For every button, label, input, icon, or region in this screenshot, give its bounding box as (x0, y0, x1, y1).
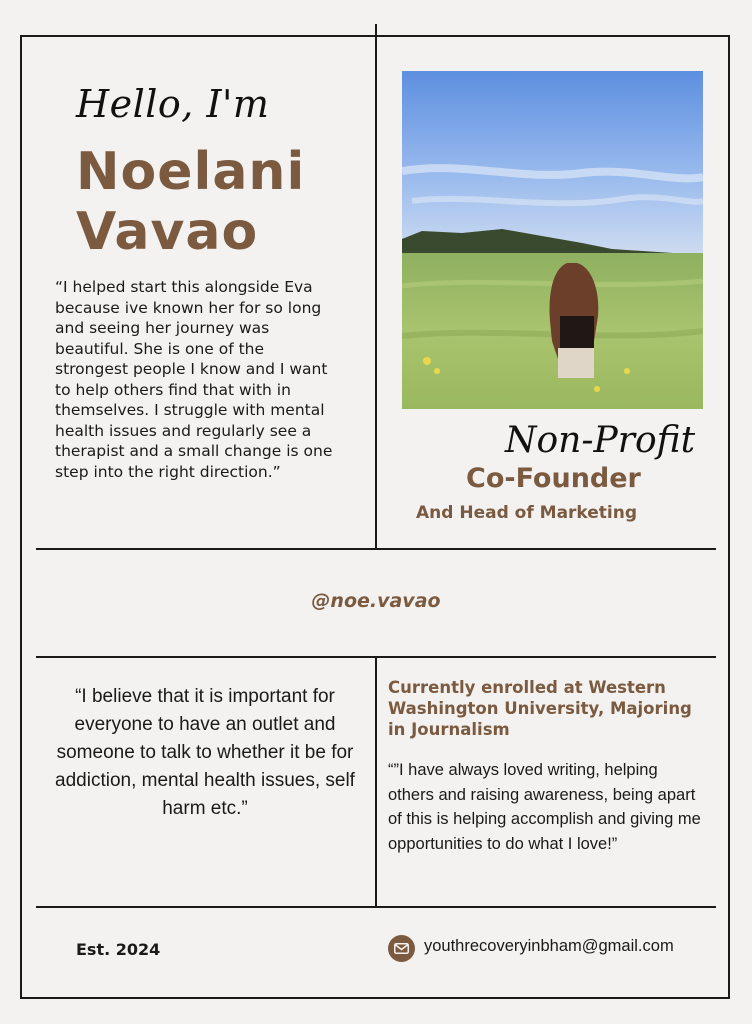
vertical-divider-bottom (375, 656, 377, 907)
education-heading: Currently enrolled at Western Washington University, Majoring in Journalism (388, 678, 692, 739)
outlet-quote: “I believe that it is important for everyone to have an outlet and someone to talk to whether it be for addiction, mental health issues, self harm etc.” (55, 686, 355, 819)
profile-photo (402, 71, 703, 409)
envelope-icon (388, 935, 415, 962)
social-handle[interactable]: @noe.vavao (311, 590, 441, 612)
email-link[interactable]: youthrecoveryinbham@gmail.com (424, 937, 674, 955)
established-year: Est. 2024 (76, 940, 161, 959)
main-quote: “I helped start this alongside Eva because ive known her for so long and seeing her journey was beautiful. She is one of the strongest people I know and I want to help others find that with in themselves. I struggle with mental health issues and regularly see a therapist and a small change is one step into the right direction.” (55, 278, 333, 481)
education-quote: “”I have always loved writing, helping others and raising awareness, being apart of this is helping accomplish and giving me opportunities to do what I love!” (388, 761, 701, 853)
horizontal-divider-3 (36, 906, 716, 908)
first-name: Noelani (76, 142, 306, 202)
greeting: Hello, I'm (76, 82, 270, 126)
role-nonprofit: Non-Profit (505, 420, 696, 461)
role-cofounder: Co-Founder (466, 463, 641, 494)
vertical-divider-top (375, 24, 377, 549)
role-head-of-marketing: And Head of Marketing (416, 503, 638, 523)
last-name: Vavao (76, 202, 259, 262)
horizontal-divider-1 (36, 548, 716, 550)
